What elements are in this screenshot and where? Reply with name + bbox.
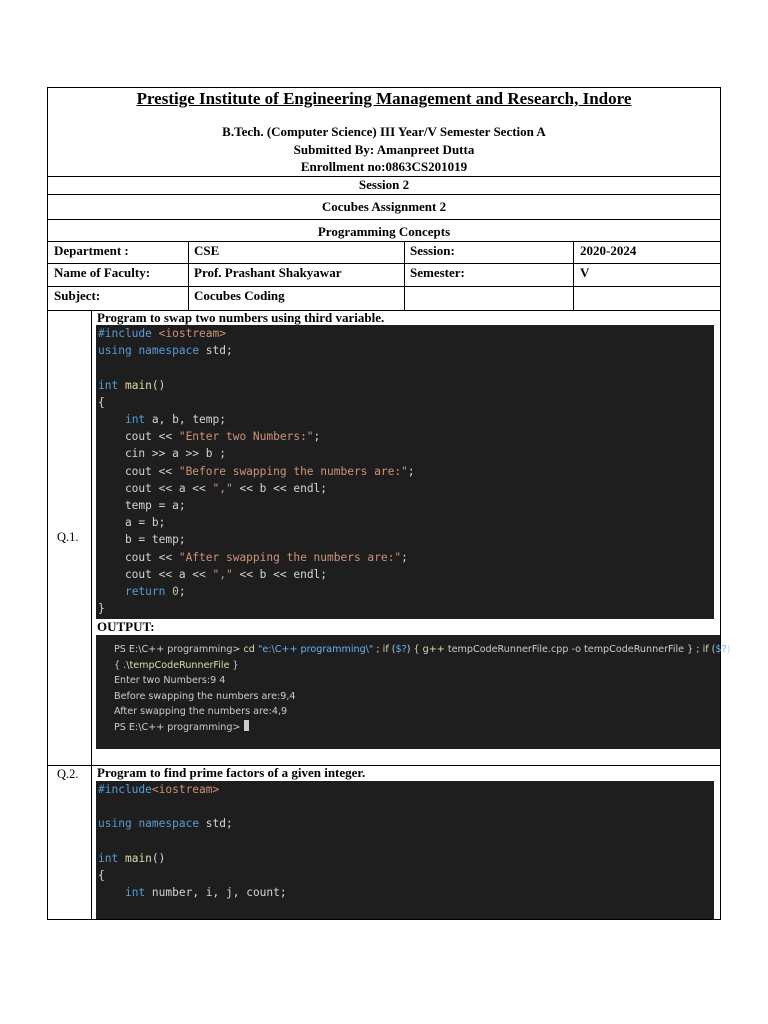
table-col-rule <box>188 241 189 311</box>
code-line: int main() <box>98 851 166 865</box>
table-cell: Session: <box>410 243 455 258</box>
code-line: #include <iostream> <box>98 327 226 340</box>
table-cell: Department : <box>54 243 129 258</box>
course-line: B.Tech. (Computer Science) III Year/V Semester Section A <box>222 124 546 139</box>
topic-title: Programming Concepts <box>317 224 451 239</box>
frame-bottom <box>47 919 721 920</box>
code-line: temp = a; <box>98 499 186 513</box>
divider <box>47 194 721 195</box>
code-block-q1 <box>96 325 714 619</box>
code-line: int main() <box>98 378 166 392</box>
submitted-by: Submitted By: Amanpreet Dutta <box>293 142 475 157</box>
terminal-line: { .\tempCodeRunnerFile } <box>114 659 239 671</box>
code-line: cout << "After swapping the numbers are:"; <box>98 550 408 564</box>
code-line: using namespace std; <box>98 344 233 358</box>
divider <box>47 219 721 220</box>
table-cell: CSE <box>194 243 220 258</box>
institute-title: Prestige Institute of Engineering Management and Research, Indore <box>136 89 632 108</box>
cursor-icon <box>244 720 249 731</box>
table-rule <box>47 263 721 264</box>
code-block-q2 <box>96 781 714 919</box>
terminal-line: PS E:\C++ programming> cd "e:\C++ programming\" ; if ($?) { g++ tempCodeRunnerFile.cpp -o tempCodeRunnerFile } ; if ($?) <box>114 644 731 655</box>
table-col-rule <box>404 241 405 311</box>
frame-top <box>47 87 721 88</box>
code-line: int a, b, temp; <box>124 413 226 427</box>
session-label: Session 2 <box>358 177 410 192</box>
code-line: { <box>98 869 105 883</box>
code-line: cout << a << "," << b << endl; <box>98 481 328 495</box>
table-cell: Prof. Prashant Shakyawar <box>194 265 342 280</box>
code-line: return 0; <box>124 585 186 599</box>
question-number: Q.2. <box>57 767 79 781</box>
table-cell: Name of Faculty: <box>54 265 151 280</box>
assignment-title: Cocubes Assignment 2 <box>321 199 447 214</box>
code-line: cout << "Enter two Numbers:"; <box>98 430 321 444</box>
table-cell: Semester: <box>410 265 465 280</box>
question-title: Program to find prime factors of a given integer. <box>97 765 366 780</box>
code-line: } <box>98 602 105 616</box>
terminal-line: Enter two Numbers:9 4 <box>114 675 226 686</box>
divider <box>47 241 721 242</box>
code-line: cin >> a >> b ; <box>98 447 226 461</box>
enrollment-number: Enrollment no:0863CS201019 <box>300 159 468 174</box>
frame-right <box>720 87 721 920</box>
code-line: { <box>98 395 105 409</box>
table-col-rule <box>573 241 574 311</box>
terminal-output <box>96 635 731 749</box>
code-line: cout << "Before swapping the numbers are:"; <box>98 464 415 478</box>
output-label: OUTPUT: <box>97 619 155 634</box>
table-cell: Cocubes Coding <box>194 288 285 303</box>
table-cell: Subject: <box>54 288 101 303</box>
code-line: int number, i, j, count; <box>124 886 287 900</box>
question-col-rule <box>91 310 92 920</box>
terminal-line: After swapping the numbers are:4,9 <box>114 706 288 717</box>
question-title: Program to swap two numbers using third variable. <box>97 310 385 325</box>
terminal-line: PS E:\C++ programming> <box>114 722 249 733</box>
table-rule <box>47 286 721 287</box>
code-line: cout << a << "," << b << endl; <box>98 567 328 581</box>
question-number: Q.1. <box>57 530 79 544</box>
code-line: a = b; <box>98 516 166 530</box>
code-line: b = temp; <box>98 533 186 547</box>
table-cell: 2020-2024 <box>580 243 637 258</box>
code-line: using namespace std; <box>98 817 233 831</box>
table-cell: V <box>580 265 590 280</box>
terminal-line: Before swapping the numbers are:9,4 <box>114 690 296 702</box>
code-line: #include<iostream> <box>98 783 220 796</box>
